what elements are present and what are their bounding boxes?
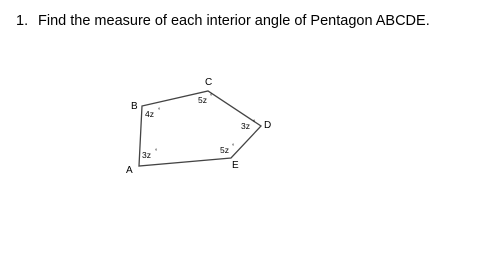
svg-text:°: ° [253, 120, 256, 126]
angle-label-c [198, 94, 213, 105]
question-number: 1. [16, 13, 29, 29]
angle-label-e [220, 144, 235, 155]
angle-label-b [145, 108, 161, 119]
vertex-label-b: B [131, 101, 138, 112]
angle-label-a [142, 149, 158, 160]
svg-text:3z: 3z [241, 121, 250, 131]
vertex-label-d: D [264, 120, 272, 131]
svg-text:5z: 5z [198, 95, 207, 105]
svg-text:4z: 4z [145, 109, 154, 119]
vertex-label-c: C [205, 77, 213, 88]
angle-label-d [241, 120, 256, 131]
question-prompt: Find the measure of each interior angle of Pentagon ABCDE. [38, 13, 430, 29]
svg-text:°: ° [232, 144, 235, 150]
svg-text:°: ° [155, 149, 158, 155]
svg-text:°: ° [158, 108, 161, 114]
svg-text:3z: 3z [142, 150, 151, 160]
svg-text:°: ° [210, 94, 213, 100]
vertex-label-a: A [126, 165, 133, 176]
vertex-label-e: E [232, 160, 239, 171]
svg-text:5z: 5z [220, 145, 229, 155]
